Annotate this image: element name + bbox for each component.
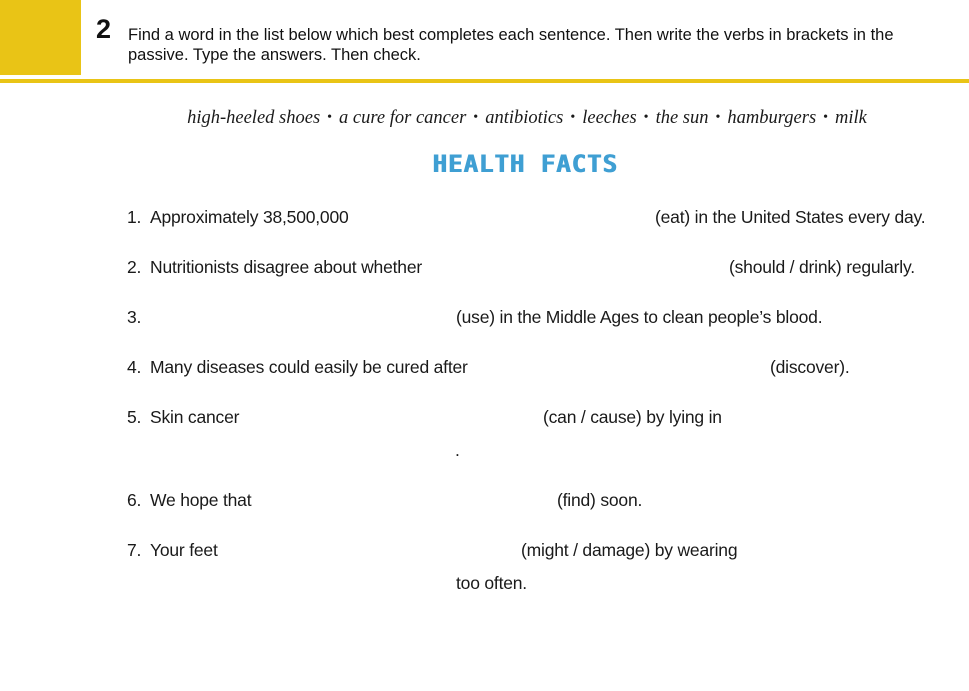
bullet-separator: • xyxy=(823,110,829,125)
answer-input[interactable] xyxy=(432,256,722,278)
bullet-separator: • xyxy=(570,110,576,125)
answer-input[interactable] xyxy=(262,489,547,511)
sentence-number: 6. xyxy=(127,490,142,510)
answer-input[interactable] xyxy=(150,573,445,595)
sentence-number: 3. xyxy=(127,307,142,327)
word-item: hamburgers xyxy=(727,108,817,128)
word-list xyxy=(0,108,969,129)
word-item: milk xyxy=(835,108,867,128)
sentence-number: 4. xyxy=(127,357,142,377)
sentence-text: Nutritionists disagree about whether xyxy=(150,257,422,277)
bullet-separator: • xyxy=(473,110,479,125)
sentence-text: (use) in the Middle Ages to clean people’s blood. xyxy=(456,307,823,327)
section-title: HEALTH FACTS xyxy=(432,150,618,178)
word-item: high-heeled shoes xyxy=(187,108,321,128)
answer-input[interactable] xyxy=(248,406,533,428)
answer-input[interactable] xyxy=(150,440,450,462)
answer-input[interactable] xyxy=(150,306,445,328)
exercise-number: 2 xyxy=(96,14,112,44)
sentence-text: . xyxy=(455,440,460,460)
sentence-text: Your feet xyxy=(150,540,218,560)
sentence-text: Skin cancer xyxy=(150,407,240,427)
bullet-separator: • xyxy=(643,110,649,125)
sentence-text: (discover). xyxy=(770,357,850,377)
word-item: a cure for cancer xyxy=(339,108,467,128)
sentence-number: 7. xyxy=(127,540,142,560)
bullet-separator: • xyxy=(715,110,721,125)
sentence-text: (find) soon. xyxy=(557,490,643,510)
answer-input[interactable] xyxy=(360,206,645,228)
sentence-text: too often. xyxy=(456,573,527,593)
answer-input[interactable] xyxy=(474,356,759,378)
exercise-instructions: Find a word in the list below which best completes each sentence. Then write the verbs in brackets in the passive. Type the answers. Then check. xyxy=(128,26,894,64)
answer-input[interactable] xyxy=(226,539,511,561)
bullet-separator: • xyxy=(327,110,333,125)
sentence-text: (eat) in the United States every day. xyxy=(655,207,926,227)
word-item: antibiotics xyxy=(485,108,564,128)
word-item: leeches xyxy=(582,108,637,128)
sentence-text: (might / damage) by wearing xyxy=(521,540,738,560)
sentence-text: (should / drink) regularly. xyxy=(729,257,915,277)
sentence-number: 1. xyxy=(127,207,142,227)
sentence-text: Many diseases could easily be cured after xyxy=(150,357,468,377)
sentence-text: We hope that xyxy=(150,490,252,510)
sentence-text: (can / cause) by lying in xyxy=(543,407,722,427)
header-divider xyxy=(0,79,969,83)
word-item: the sun xyxy=(655,108,709,128)
sentence-text: Approximately 38,500,000 xyxy=(150,207,349,227)
sentence-number: 2. xyxy=(127,257,142,277)
header-accent-block xyxy=(0,0,81,75)
sentence-number: 5. xyxy=(127,407,142,427)
